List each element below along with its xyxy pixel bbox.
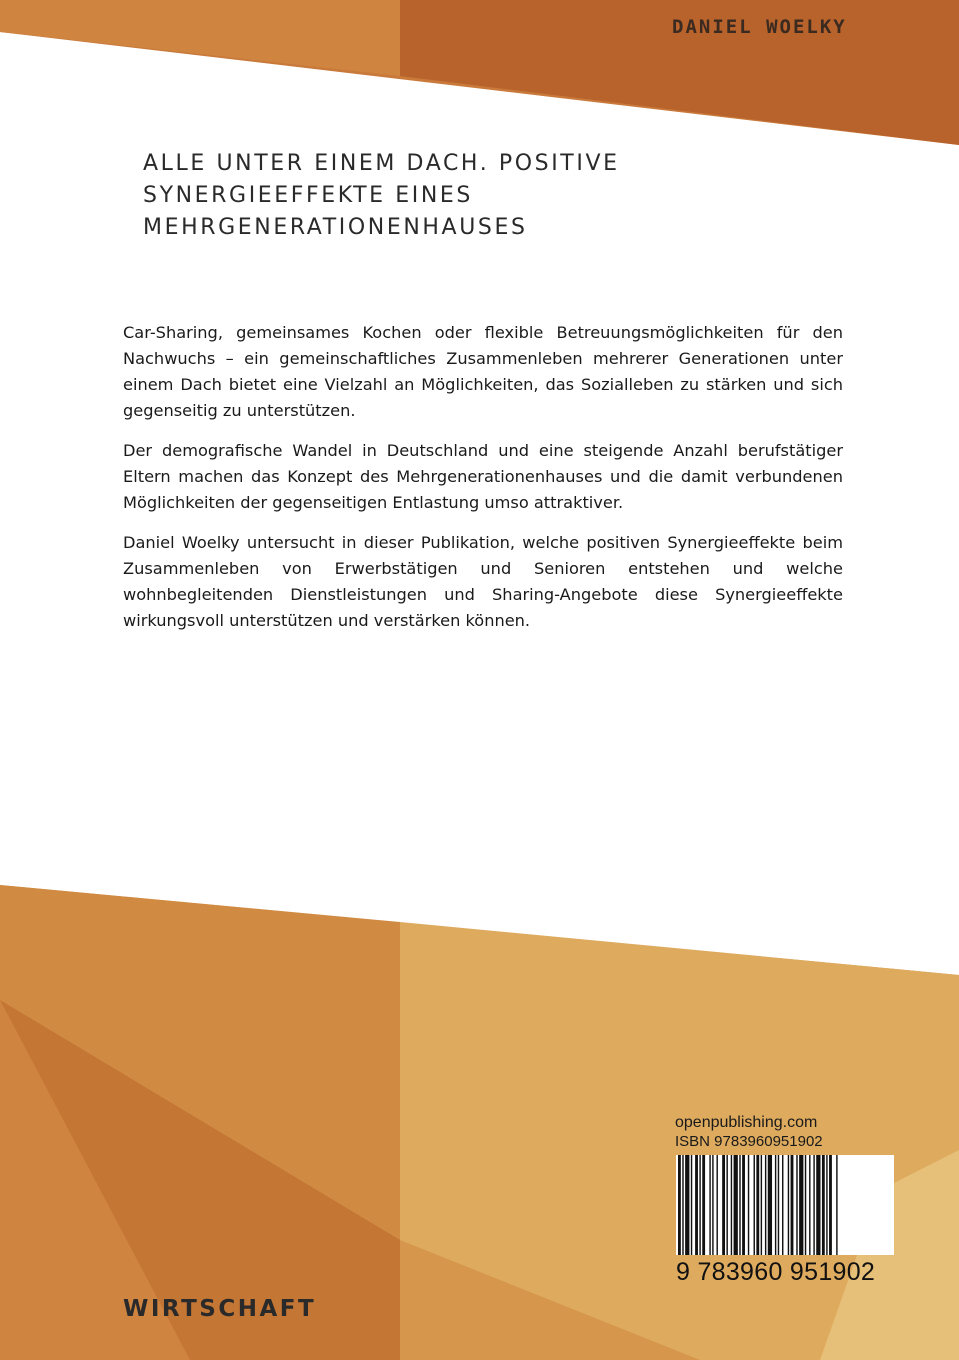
- barcode-bar: [754, 1155, 755, 1255]
- barcode-bar: [761, 1155, 762, 1255]
- barcode-bar: [731, 1155, 732, 1255]
- barcode-bar: [791, 1155, 794, 1255]
- barcode-bar: [695, 1155, 698, 1255]
- barcode-bar: [726, 1155, 727, 1255]
- barcode-bar: [809, 1155, 810, 1255]
- barcode-bar: [782, 1155, 783, 1255]
- barcode-bar: [734, 1155, 738, 1255]
- barcode-bar: [813, 1155, 814, 1255]
- barcode-bar: [788, 1155, 789, 1255]
- barcode-bar: [826, 1155, 827, 1255]
- blurb-paragraph: Der demografische Wandel in Deutschland und eine steigende Anzahl berufstätiger Eltern machen das Konzept des Mehrgenerationenhauses und die damit verbundenen Möglichkeiten der gegenseitigen Entlastung umso attraktiver.: [123, 441, 843, 512]
- title-line: ALLE UNTER EINEM DACH. POSITIVE: [143, 151, 620, 176]
- author-name: DANIEL WOELKY: [672, 16, 847, 38]
- barcode-bar: [742, 1155, 745, 1255]
- isbn-block: [675, 1113, 895, 1151]
- title-line: MEHRGENERATIONENHAUSES: [143, 215, 528, 240]
- title-line: SYNERGIEEFFEKTE EINES: [143, 183, 473, 208]
- barcode-bar: [722, 1155, 725, 1255]
- book-title: [143, 148, 703, 244]
- publisher-url: openpublishing.com: [675, 1114, 818, 1131]
- blurb-paragraph: Daniel Woelky untersucht in dieser Publikation, welche positiven Synergieeffekte beim Zusammenleben von Erwerbstätigen und Senioren entstehen und welche wohnbegleitenden Dienstleistungen und Sharing-Angebote diese Synergieeffekte wirkungsvoll unterstützen und verstärken können.: [123, 533, 843, 630]
- barcode-image: [676, 1155, 894, 1255]
- barcode-bar: [712, 1155, 713, 1255]
- barcode-bar: [699, 1155, 700, 1255]
- barcode-bar: [775, 1155, 776, 1255]
- barcode-digits: 9 783960 951902: [676, 1258, 876, 1286]
- barcode-bar: [796, 1155, 797, 1255]
- barcode-bar: [682, 1155, 683, 1255]
- blurb: [123, 320, 843, 648]
- barcode-bar: [678, 1155, 681, 1255]
- barcode-bar: [768, 1155, 772, 1255]
- top-band-light-shape: [0, 0, 400, 76]
- blurb-paragraph: Car-Sharing, gemeinsames Kochen oder flexible Betreuungsmöglichkeiten für den Nachwuchs – ein gemeinschaftliches Zusammenleben mehrerer Generationen unter einem Dach bietet eine Vielzahl an Möglichkeiten, das Sozialleben zu stärken und sich gegenseitig zu unterstützen.: [123, 323, 843, 420]
- barcode-bar: [709, 1155, 710, 1255]
- barcode-bar: [685, 1155, 689, 1255]
- barcode-bar: [836, 1155, 837, 1255]
- barcode-bar: [799, 1155, 803, 1255]
- category-label: WIRTSCHAFT: [123, 1296, 317, 1322]
- barcode-bar: [739, 1155, 740, 1255]
- barcode-bar: [805, 1155, 806, 1255]
- barcode-background: [676, 1155, 894, 1255]
- barcode-bar: [702, 1155, 705, 1255]
- barcode-bar: [765, 1155, 766, 1255]
- barcode-bar: [691, 1155, 692, 1255]
- barcode-bar: [748, 1155, 749, 1255]
- isbn-number: ISBN 9783960951902: [675, 1133, 823, 1150]
- barcode-bar: [829, 1155, 832, 1255]
- barcode-bar: [822, 1155, 825, 1255]
- barcode-bar: [778, 1155, 779, 1255]
- barcode-bar: [816, 1155, 820, 1255]
- barcode-bar: [756, 1155, 759, 1255]
- barcode-bar: [716, 1155, 717, 1255]
